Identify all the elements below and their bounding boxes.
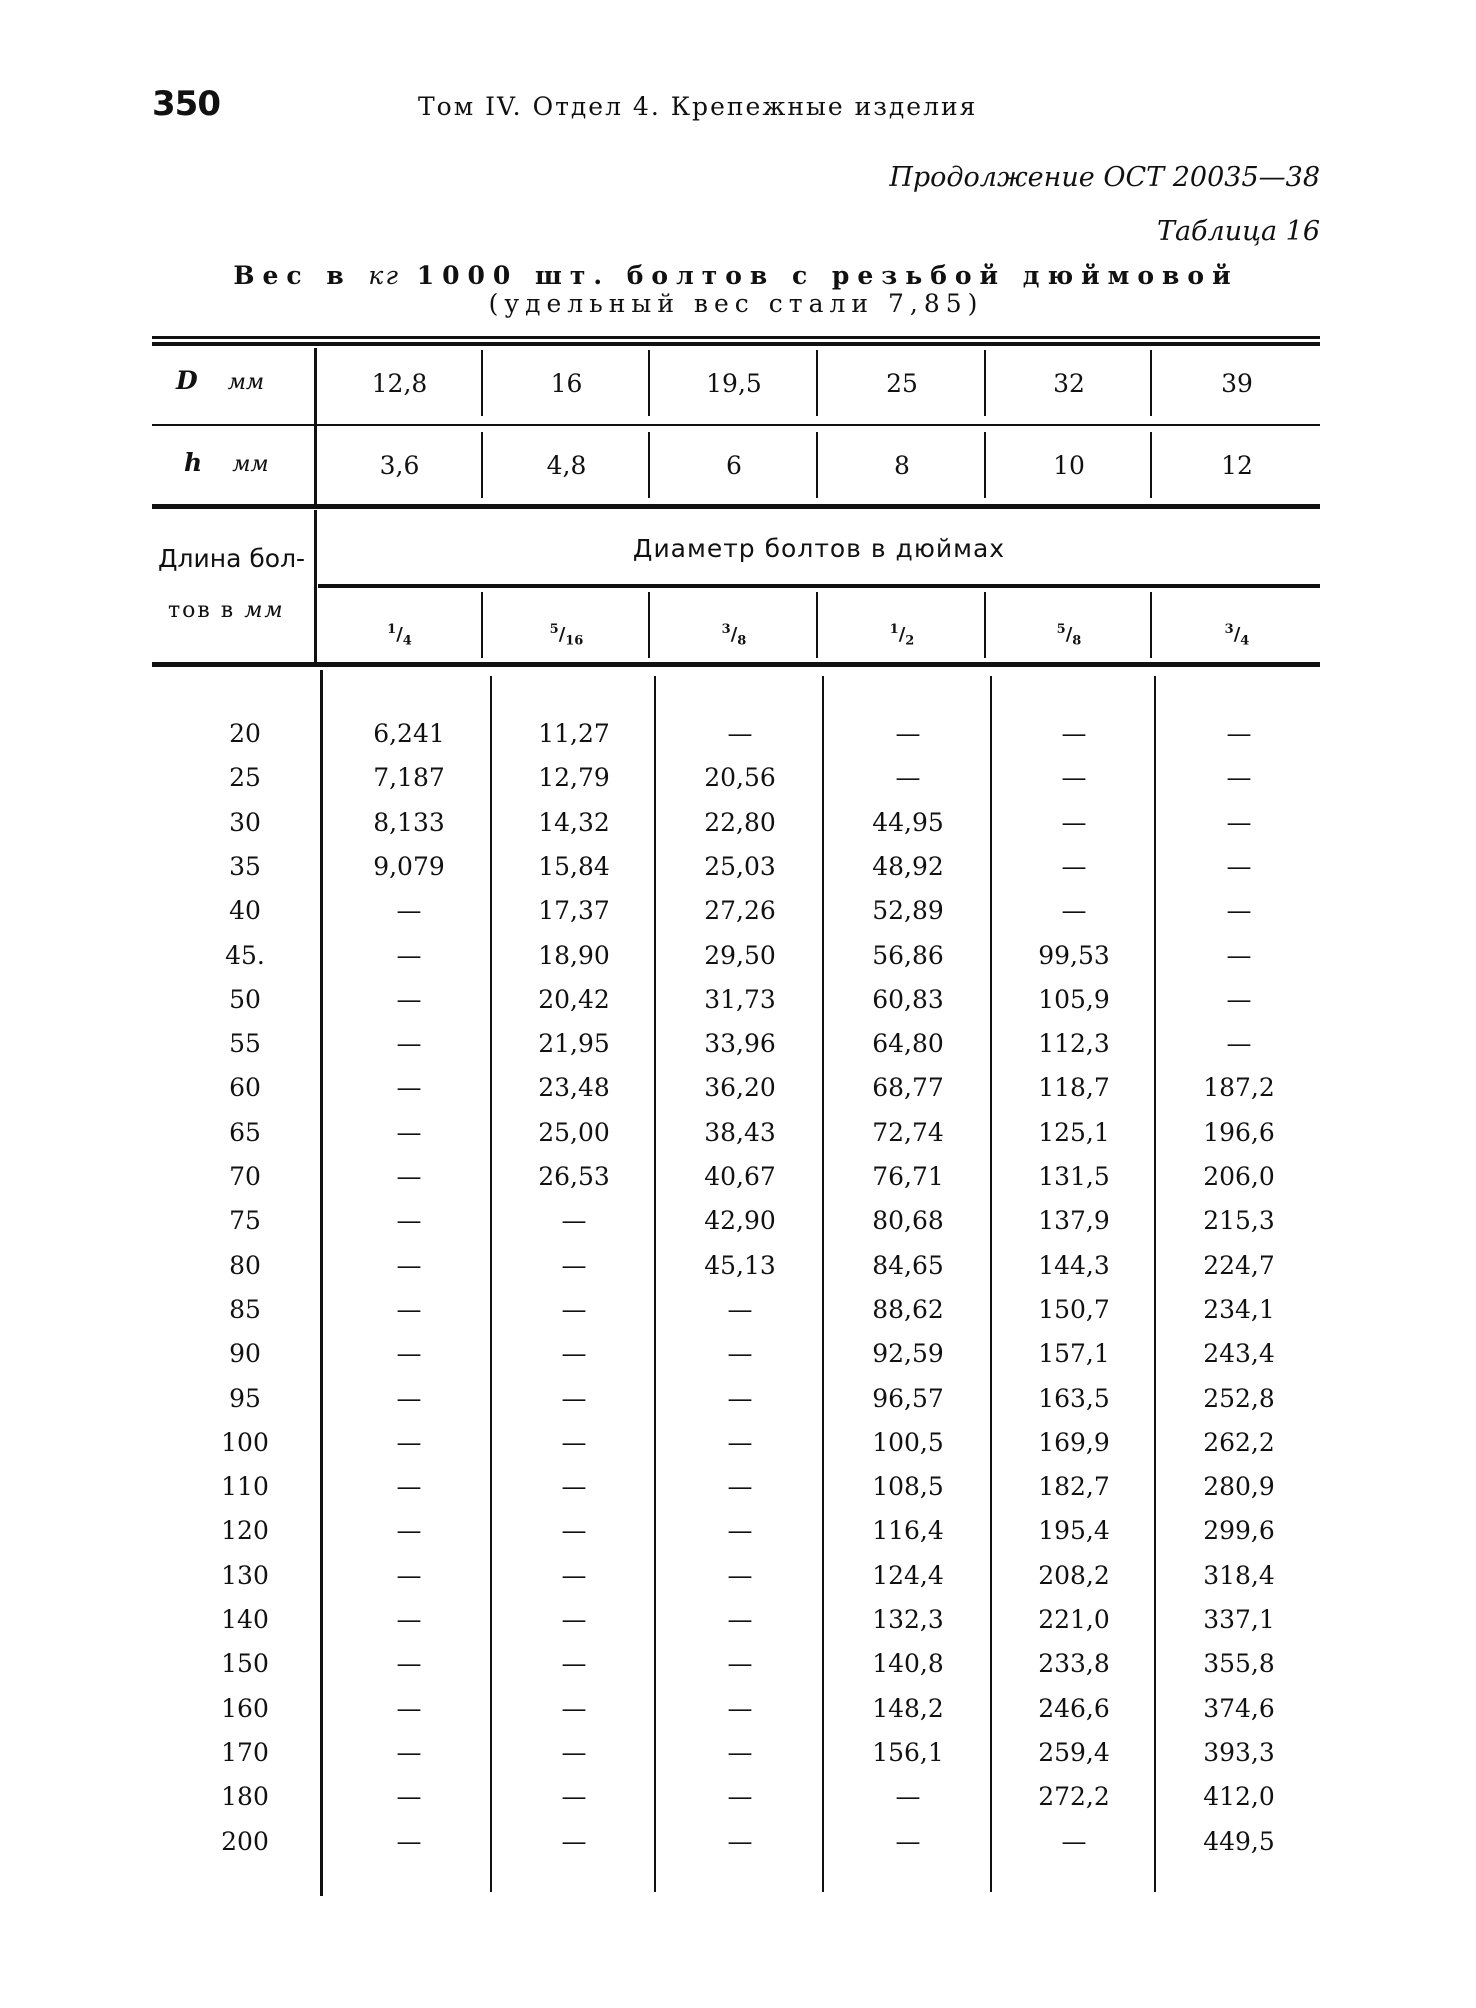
table-cell: 243,4 — [1203, 1339, 1275, 1368]
row-length: 100 — [221, 1428, 269, 1457]
row-length: 95 — [229, 1384, 261, 1413]
table-cell: 148,2 — [872, 1694, 944, 1723]
diameter-fraction: $^3/_4$ — [1224, 622, 1250, 649]
page-number: 350 — [152, 84, 220, 124]
table-cell: — — [727, 1782, 753, 1811]
table-cell: 272,2 — [1038, 1782, 1110, 1811]
table-cell: 68,77 — [872, 1073, 944, 1102]
table-cell: 38,43 — [704, 1118, 776, 1147]
table-cell: 15,84 — [538, 852, 610, 881]
d-value: 32 — [1053, 369, 1085, 398]
row-length: 50 — [229, 985, 261, 1014]
length-header-text: тов в — [168, 598, 245, 623]
table-cell: — — [1226, 985, 1252, 1014]
table-cell: — — [396, 1339, 422, 1368]
h-value: 12 — [1221, 451, 1253, 480]
column-rule — [648, 350, 650, 416]
table-cell: 31,73 — [704, 985, 776, 1014]
table-cell: — — [1061, 763, 1087, 792]
row-length: 40 — [229, 896, 261, 925]
diameter-fraction: $^3/_8$ — [721, 622, 747, 649]
top-double-rule-1 — [152, 336, 1320, 339]
table-cell: 18,90 — [538, 941, 610, 970]
table-cell: — — [1061, 852, 1087, 881]
table-caption-line-2: (удельный вес стали 7,85) — [488, 289, 984, 318]
table-cell: 72,74 — [872, 1118, 944, 1147]
column-rule — [481, 432, 483, 498]
column-rule — [481, 350, 483, 416]
column-rule — [648, 592, 650, 658]
table-cell: — — [561, 1649, 587, 1678]
table-cell: 355,8 — [1203, 1649, 1275, 1678]
table-cell: — — [1226, 941, 1252, 970]
table-cell: 23,48 — [538, 1073, 610, 1102]
table-cell: 14,32 — [538, 808, 610, 837]
table-cell: 259,4 — [1038, 1738, 1110, 1767]
table-cell: 131,5 — [1038, 1162, 1110, 1191]
table-cell: — — [727, 1827, 753, 1856]
table-cell: 280,9 — [1203, 1472, 1275, 1501]
table-cell: 208,2 — [1038, 1561, 1110, 1590]
table-cell: 48,92 — [872, 852, 944, 881]
table-cell: 144,3 — [1038, 1251, 1110, 1280]
length-header-line-1: Длина бол- — [158, 544, 306, 573]
table-cell: 80,68 — [872, 1206, 944, 1235]
continuation-note: Продолжение ОСТ 20035—38 — [889, 162, 1320, 193]
table-cell: 187,2 — [1203, 1073, 1275, 1102]
table-cell: 25,00 — [538, 1118, 610, 1147]
table-cell: — — [396, 1384, 422, 1413]
column-rule — [822, 676, 824, 1892]
row-length: 20 — [229, 719, 261, 748]
table-cell: — — [1226, 896, 1252, 925]
table-cell: 215,3 — [1203, 1206, 1275, 1235]
column-rule — [984, 350, 986, 416]
table-cell: — — [895, 1827, 921, 1856]
table-cell: — — [895, 763, 921, 792]
table-cell: 64,80 — [872, 1029, 944, 1058]
table-cell: — — [727, 1605, 753, 1634]
table-cell: 7,187 — [373, 763, 445, 792]
table-cell: 42,90 — [704, 1206, 776, 1235]
table-cell: 44,95 — [872, 808, 944, 837]
table-cell: — — [1226, 1029, 1252, 1058]
row-length: 140 — [221, 1605, 269, 1634]
table-cell: 21,95 — [538, 1029, 610, 1058]
table-cell: 163,5 — [1038, 1384, 1110, 1413]
table-cell: — — [396, 1029, 422, 1058]
table-cell: — — [727, 1428, 753, 1457]
table-cell: 374,6 — [1203, 1694, 1275, 1723]
table-cell: 221,0 — [1038, 1605, 1110, 1634]
table-cell: — — [396, 1782, 422, 1811]
column-rule — [1150, 432, 1152, 498]
table-cell: — — [396, 1118, 422, 1147]
column-rule — [816, 592, 818, 658]
column-rule — [490, 676, 492, 1892]
table-cell: 169,9 — [1038, 1428, 1110, 1457]
table-cell: 92,59 — [872, 1339, 944, 1368]
table-cell: — — [561, 1472, 587, 1501]
table-cell: 246,6 — [1038, 1694, 1110, 1723]
table-cell: 40,67 — [704, 1162, 776, 1191]
table-cell: 9,079 — [373, 852, 445, 881]
table-cell: 76,71 — [872, 1162, 944, 1191]
table-cell: 112,3 — [1038, 1029, 1110, 1058]
row-length: 65 — [229, 1118, 261, 1147]
table-cell: 108,5 — [872, 1472, 944, 1501]
diameter-fraction: $^5/_{16}$ — [549, 622, 584, 649]
table-cell: 252,8 — [1203, 1384, 1275, 1413]
table-cell: — — [561, 1384, 587, 1413]
table-cell: 96,57 — [872, 1384, 944, 1413]
length-header-line-2 — [168, 598, 285, 623]
table-cell: 318,4 — [1203, 1561, 1275, 1590]
table-cell: 25,03 — [704, 852, 776, 881]
d-unit: мм — [227, 370, 265, 395]
table-cell: — — [561, 1561, 587, 1590]
caption-part-b: 1000 шт. болтов с резьбой дюймовой — [400, 261, 1239, 290]
column-rule — [984, 592, 986, 658]
table-cell: 449,5 — [1203, 1827, 1275, 1856]
table-cell: — — [727, 1339, 753, 1368]
table-cell: — — [727, 1295, 753, 1324]
column-rule — [648, 432, 650, 498]
table-cell: — — [396, 1827, 422, 1856]
table-cell: 195,4 — [1038, 1516, 1110, 1545]
table-cell: — — [561, 1295, 587, 1324]
rule-after-header — [152, 662, 1320, 667]
table-cell: 52,89 — [872, 896, 944, 925]
table-cell: — — [561, 1782, 587, 1811]
table-cell: 20,42 — [538, 985, 610, 1014]
row-length: 85 — [229, 1295, 261, 1324]
h-value: 10 — [1053, 451, 1085, 480]
row-length: 25 — [229, 763, 261, 792]
h-value: 8 — [894, 451, 910, 480]
table-cell: 22,80 — [704, 808, 776, 837]
column-rule — [654, 676, 656, 1892]
table-cell: — — [1061, 808, 1087, 837]
row-length: 110 — [221, 1472, 269, 1501]
row-length: 170 — [221, 1738, 269, 1767]
table-cell: 118,7 — [1038, 1073, 1110, 1102]
column-rule — [1150, 350, 1152, 416]
table-cell: — — [727, 1694, 753, 1723]
d-value: 39 — [1221, 369, 1253, 398]
table-cell: 182,7 — [1038, 1472, 1110, 1501]
table-cell: — — [727, 719, 753, 748]
table-cell: — — [561, 1206, 587, 1235]
h-value: 6 — [726, 451, 742, 480]
table-cell: 99,53 — [1038, 941, 1110, 970]
table-cell: 26,53 — [538, 1162, 610, 1191]
table-cell: — — [396, 1162, 422, 1191]
table-label: Таблица 16 — [1156, 216, 1320, 247]
table-cell: 33,96 — [704, 1029, 776, 1058]
diameter-fraction: $^5/_8$ — [1056, 622, 1082, 649]
table-cell: 116,4 — [872, 1516, 944, 1545]
column-rule — [990, 676, 992, 1892]
d-value: 25 — [886, 369, 918, 398]
table-cell: — — [895, 719, 921, 748]
table-cell: — — [727, 1649, 753, 1678]
v-rule-left-header — [314, 348, 317, 504]
table-cell: 412,0 — [1203, 1782, 1275, 1811]
table-cell: — — [561, 1605, 587, 1634]
table-cell: — — [561, 1251, 587, 1280]
rule-under-diameter-header — [318, 584, 1320, 588]
d-value: 16 — [550, 369, 583, 398]
table-cell: 8,133 — [373, 808, 445, 837]
table-cell: 105,9 — [1038, 985, 1110, 1014]
table-cell: 337,1 — [1203, 1605, 1275, 1634]
row-length: 180 — [221, 1782, 269, 1811]
table-cell: 45,13 — [704, 1251, 776, 1280]
table-cell: 17,37 — [538, 896, 610, 925]
caption-unit: кг — [368, 261, 400, 290]
table-cell: — — [396, 1073, 422, 1102]
table-cell: — — [561, 1428, 587, 1457]
row-length: 60 — [229, 1073, 261, 1102]
row-length: 120 — [221, 1516, 269, 1545]
table-cell: — — [1226, 852, 1252, 881]
table-cell: 11,27 — [538, 719, 610, 748]
table-cell: 299,6 — [1203, 1516, 1275, 1545]
v-rule-left-lower — [314, 510, 317, 662]
column-rule — [1150, 592, 1152, 658]
d-row-label — [176, 366, 264, 395]
row-length: 90 — [229, 1339, 261, 1368]
table-caption-line-1 — [150, 262, 1322, 290]
table-cell: 157,1 — [1038, 1339, 1110, 1368]
table-cell: 29,50 — [704, 941, 776, 970]
table-cell: — — [1061, 1827, 1087, 1856]
table-cell: — — [396, 896, 422, 925]
table-cell: — — [561, 1738, 587, 1767]
table-cell: — — [561, 1339, 587, 1368]
table-cell: — — [396, 1694, 422, 1723]
row-length: 55 — [229, 1029, 261, 1058]
h-row-label — [184, 448, 269, 477]
row-length: 150 — [221, 1649, 269, 1678]
column-rule — [816, 432, 818, 498]
length-header-unit: мм — [244, 598, 285, 623]
column-rule — [481, 592, 483, 658]
diameter-fraction: $^1/_4$ — [387, 622, 412, 649]
table-cell: 60,83 — [872, 985, 944, 1014]
table-cell: — — [727, 1472, 753, 1501]
table-cell: — — [561, 1516, 587, 1545]
table-cell: 27,26 — [704, 896, 776, 925]
table-cell: — — [1226, 808, 1252, 837]
row-length: 75 — [229, 1206, 261, 1235]
table-cell: 233,8 — [1038, 1649, 1110, 1678]
h-unit: мм — [232, 452, 269, 477]
table-cell: — — [396, 1295, 422, 1324]
table-cell: 88,62 — [872, 1295, 944, 1324]
table-cell: — — [1061, 896, 1087, 925]
table-cell: 137,9 — [1038, 1206, 1110, 1235]
table-cell: — — [1061, 719, 1087, 748]
table-cell: 224,7 — [1203, 1251, 1275, 1280]
table-cell: — — [396, 1251, 422, 1280]
table-cell: — — [396, 1561, 422, 1590]
rule-after-d-row — [152, 424, 1320, 426]
table-cell: — — [396, 1605, 422, 1634]
diameter-fraction: $^1/_2$ — [889, 622, 915, 649]
table-cell: 84,65 — [872, 1251, 944, 1280]
rule-after-h-row — [152, 504, 1320, 509]
row-length: 70 — [229, 1162, 261, 1191]
column-rule — [816, 350, 818, 416]
table-cell: 100,5 — [872, 1428, 944, 1457]
table-cell: 196,6 — [1203, 1118, 1275, 1147]
d-value: 19,5 — [706, 369, 762, 398]
table-cell: — — [396, 1206, 422, 1235]
running-header: Том IV. Отдел 4. Крепежные изделия — [418, 92, 978, 121]
table-cell: 234,1 — [1203, 1295, 1275, 1324]
row-length: 80 — [229, 1251, 261, 1280]
table-cell: — — [396, 1738, 422, 1767]
table-cell: — — [396, 1649, 422, 1678]
table-cell: 125,1 — [1038, 1118, 1110, 1147]
table-cell: — — [396, 1428, 422, 1457]
table-cell: 262,2 — [1203, 1428, 1275, 1457]
table-cell: — — [727, 1561, 753, 1590]
caption-part-a: Вес в — [233, 261, 369, 290]
table-cell: — — [727, 1384, 753, 1413]
column-rule — [984, 432, 986, 498]
table-cell: — — [727, 1738, 753, 1767]
h-value: 4,8 — [546, 451, 587, 480]
h-value: 3,6 — [379, 451, 420, 480]
table-cell: 393,3 — [1203, 1738, 1275, 1767]
table-cell: — — [396, 1516, 422, 1545]
d-symbol: D — [176, 366, 198, 395]
row-length: 30 — [229, 808, 261, 837]
table-cell: 150,7 — [1038, 1295, 1110, 1324]
table-cell: 20,56 — [704, 763, 776, 792]
d-value: 12,8 — [371, 369, 428, 398]
h-symbol: h — [184, 448, 203, 477]
table-cell: 140,8 — [872, 1649, 944, 1678]
table-cell: 56,86 — [872, 941, 944, 970]
table-cell: — — [561, 1827, 587, 1856]
table-cell: 206,0 — [1203, 1162, 1275, 1191]
row-length: 130 — [221, 1561, 269, 1590]
table-cell: — — [396, 1472, 422, 1501]
table-cell: — — [727, 1516, 753, 1545]
table-cell: 156,1 — [872, 1738, 944, 1767]
row-length: 200 — [221, 1827, 269, 1856]
table-cell: 124,4 — [872, 1561, 944, 1590]
column-rule — [1154, 676, 1156, 1892]
table-cell: — — [895, 1782, 921, 1811]
table-cell: — — [396, 941, 422, 970]
top-double-rule-2 — [152, 342, 1320, 346]
table-cell: 36,20 — [704, 1073, 776, 1102]
table-cell: — — [396, 985, 422, 1014]
row-length: 160 — [221, 1694, 269, 1723]
table-cell: 132,3 — [872, 1605, 944, 1634]
table-cell: — — [1226, 719, 1252, 748]
table-cell: — — [1226, 763, 1252, 792]
table-cell: — — [561, 1694, 587, 1723]
diameter-header: Диаметр болтов в дюймах — [632, 534, 1006, 563]
table-cell: 12,79 — [538, 763, 610, 792]
row-length: 35 — [229, 852, 261, 881]
table-cell: 6,241 — [373, 719, 445, 748]
row-length: 45. — [225, 941, 265, 970]
